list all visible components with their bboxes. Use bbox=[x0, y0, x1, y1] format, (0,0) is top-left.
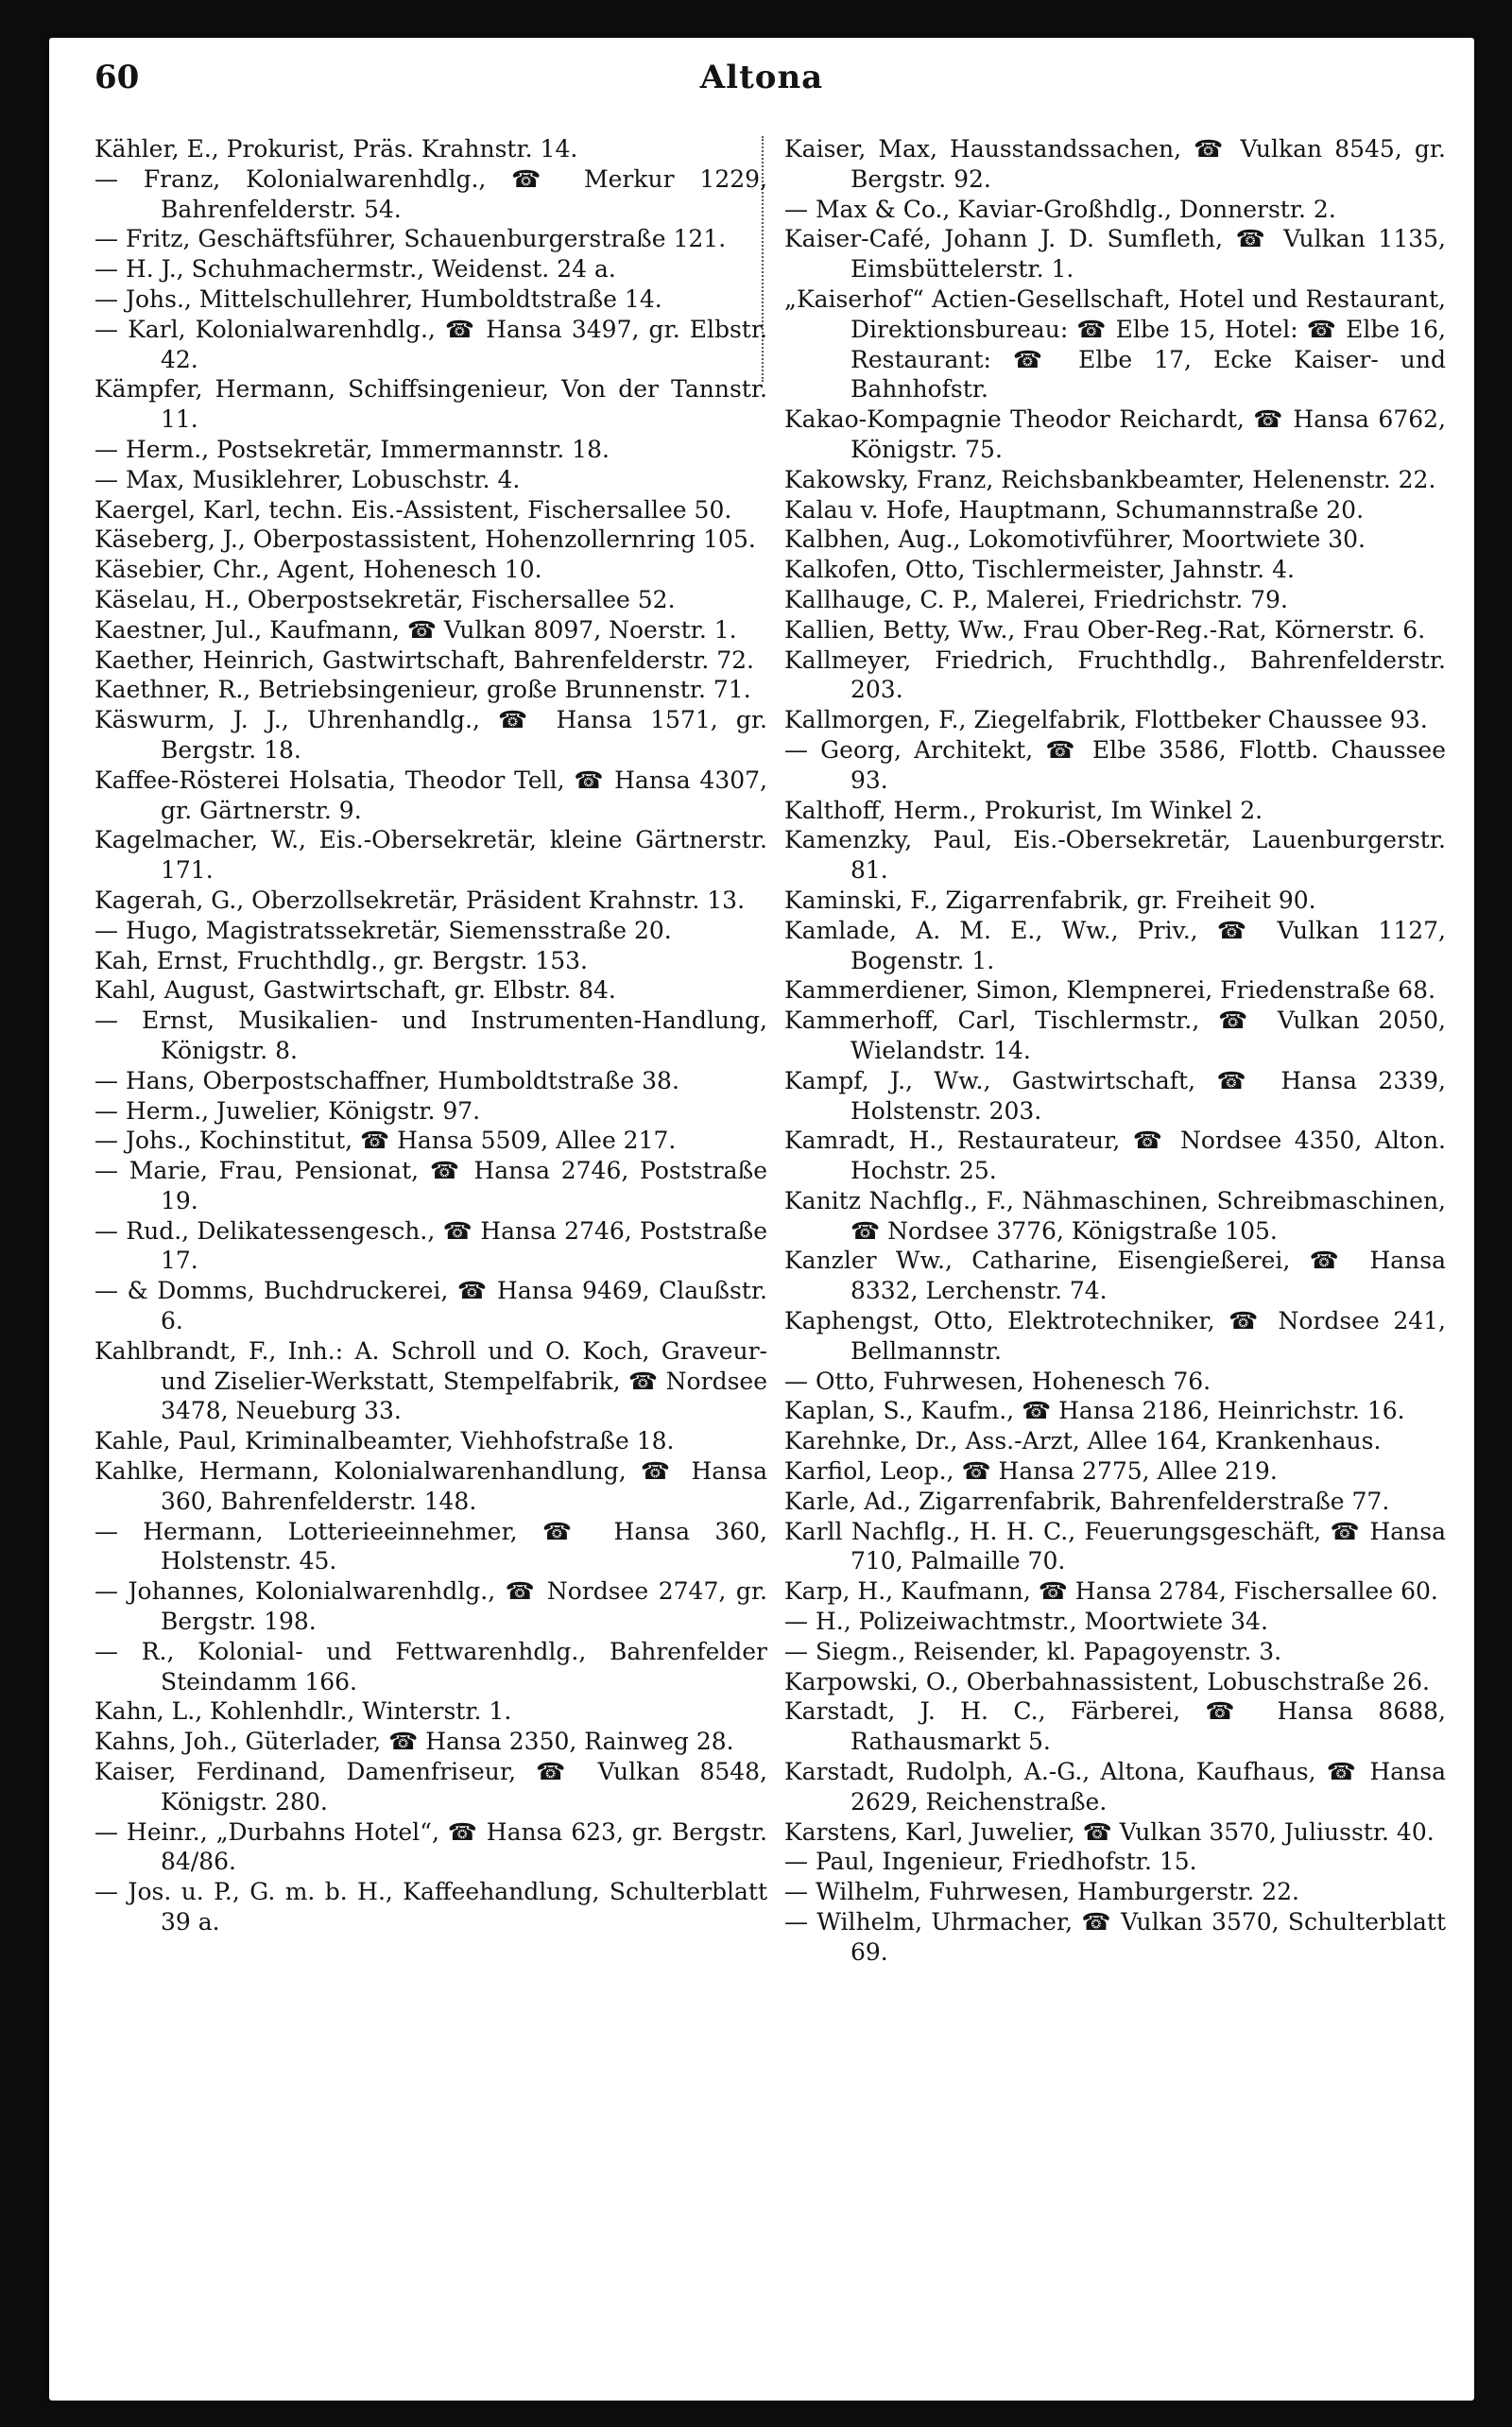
directory-entry: Kalau v. Hofe, Hauptmann, Schumannstraße 20. bbox=[784, 495, 1365, 524]
directory-entry: — Hugo, Magistratssekretär, Siemensstraße 20. bbox=[94, 916, 672, 944]
directory-entry: Kaiser, Max, Hausstandssachen, ☎ Vulkan 8545, gr. Bergstr. 92. bbox=[784, 135, 1446, 193]
directory-entry: Kaiser-Café, Johann J. D. Sumfleth, ☎ Vulkan 1135, Eimsbüttelerstr. 1. bbox=[784, 225, 1446, 284]
directory-entry: Käselau, H., Oberpostsekretär, Fischersallee 52. bbox=[94, 585, 676, 613]
directory-entry: — Jos. u. P., G. m. b. H., Kaffeehandlung, Schulterblatt 39 a. bbox=[94, 1878, 767, 1936]
directory-entry: Karfiol, Leop., ☎ Hansa 2775, Allee 219. bbox=[784, 1457, 1278, 1486]
directory-entry: Kagerah, G., Oberzollsekretär, Präsident Krahnstr. 13. bbox=[94, 886, 746, 914]
directory-entry: — Herm., Postsekretär, Immermannstr. 18. bbox=[94, 435, 610, 463]
directory-entry: Kaestner, Jul., Kaufmann, ☎ Vulkan 8097, Noerstr. 1. bbox=[94, 615, 737, 644]
directory-entry: — Georg, Architekt, ☎ Elbe 3586, Flottb. Chaussee 93. bbox=[784, 735, 1446, 794]
directory-entry: Kalkofen, Otto, Tischlermeister, Jahnstr. 4. bbox=[784, 556, 1295, 584]
directory-entry: Kamlade, A. M. E., Ww., Priv., ☎ Vulkan 1127, Bogenstr. 1. bbox=[784, 916, 1446, 974]
directory-entry: Kamradt, H., Restaurateur, ☎ Nordsee 4350, Alton. Hochstr. 25. bbox=[784, 1127, 1446, 1185]
directory-entry: Karstadt, Rudolph, A.-G., Altona, Kaufhaus, ☎ Hansa 2629, Reichenstraße. bbox=[784, 1758, 1446, 1816]
directory-entry: Käsebier, Chr., Agent, Hohenesch 10. bbox=[94, 556, 542, 584]
directory-entry: — Karl, Kolonialwarenhdlg., ☎ Hansa 3497, gr. Elbstr. 42. bbox=[94, 315, 767, 373]
left-column bbox=[94, 134, 767, 1937]
directory-entry: Karll Nachflg., H. H. C., Feuerungsgeschäft, ☎ Hansa 710, Palmaille 70. bbox=[784, 1517, 1446, 1575]
directory-entry: Kamenzky, Paul, Eis.-Obersekretär, Lauenburgerstr. 81. bbox=[784, 826, 1446, 885]
directory-entry: — Marie, Frau, Pensionat, ☎ Hansa 2746, Poststraße 19. bbox=[94, 1157, 767, 1214]
directory-page bbox=[49, 38, 1474, 2401]
directory-entry: Kalthoff, Herm., Prokurist, Im Winkel 2. bbox=[784, 796, 1263, 824]
directory-entry: Kahn, L., Kohlenhdlr., Winterstr. 1. bbox=[94, 1697, 512, 1726]
directory-entry: Kahl, August, Gastwirtschaft, gr. Elbstr. 84. bbox=[94, 976, 616, 1005]
directory-entry: — Johs., Mittelschullehrer, Humboldtstraße 14. bbox=[94, 284, 662, 313]
directory-entry: — Johs., Kochinstitut, ☎ Hansa 5509, Allee 217. bbox=[94, 1127, 677, 1155]
directory-entry: — Herm., Juwelier, Königstr. 97. bbox=[94, 1096, 481, 1125]
directory-entry: Kalbhen, Aug., Lokomotivführer, Moortwiete 30. bbox=[784, 525, 1366, 554]
town-heading: Altona bbox=[699, 59, 824, 96]
right-column bbox=[784, 134, 1446, 1968]
directory-entry: Karp, H., Kaufmann, ☎ Hansa 2784, Fischersallee 60. bbox=[784, 1577, 1438, 1606]
directory-entry: Kanzler Ww., Catharine, Eisengießerei, ☎ Hansa 8332, Lerchenstr. 74. bbox=[784, 1247, 1446, 1305]
directory-entry: Kagelmacher, W., Eis.-Obersekretär, kleine Gärtnerstr. 171. bbox=[94, 826, 767, 885]
page-number: 60 bbox=[94, 59, 140, 96]
directory-entry: Kaiser, Ferdinand, Damenfriseur, ☎ Vulkan 8548, Königstr. 280. bbox=[94, 1758, 767, 1816]
directory-entry: — Ernst, Musikalien- und Instrumenten-Handlung, Königstr. 8. bbox=[94, 1007, 767, 1064]
directory-entry: — R., Kolonial- und Fettwarenhdlg., Bahrenfelder Steindamm 166. bbox=[94, 1637, 767, 1695]
directory-entry: Karstadt, J. H. C., Färberei, ☎ Hansa 8688, Rathausmarkt 5. bbox=[784, 1697, 1446, 1756]
directory-entry: — H., Polizeiwachtmstr., Moortwiete 34. bbox=[784, 1608, 1268, 1636]
directory-entry: — Hermann, Lotterieeinnehmer, ☎ Hansa 360, Holstenstr. 45. bbox=[94, 1517, 767, 1575]
directory-entry: — H. J., Schuhmachermstr., Weidenst. 24 a. bbox=[94, 255, 616, 284]
directory-entry: — Hans, Oberpostschaffner, Humboldtstraße 38. bbox=[94, 1066, 679, 1094]
directory-entry: — Rud., Delikatessengesch., ☎ Hansa 2746, Poststraße 17. bbox=[94, 1216, 767, 1275]
directory-entry: Kah, Ernst, Fruchthdlg., gr. Bergstr. 153. bbox=[94, 946, 588, 974]
directory-entry: Kaergel, Karl, techn. Eis.-Assistent, Fischersallee 50. bbox=[94, 495, 732, 524]
directory-entry: Kahns, Joh., Güterlader, ☎ Hansa 2350, Rainweg 28. bbox=[94, 1728, 734, 1756]
directory-entry: — Fritz, Geschäftsführer, Schauenburgerstraße 121. bbox=[94, 225, 727, 253]
directory-entry: Kähler, E., Prokurist, Präs. Krahnstr. 14. bbox=[94, 135, 578, 163]
directory-entry: Kallmeyer, Friedrich, Fruchthdlg., Bahrenfelderstr. 203. bbox=[784, 645, 1446, 704]
directory-entry: — Paul, Ingenieur, Friedhofstr. 15. bbox=[784, 1848, 1197, 1876]
directory-entry: Karle, Ad., Zigarrenfabrik, Bahrenfelderstraße 77. bbox=[784, 1487, 1390, 1515]
directory-entry: Käseberg, J., Oberpostassistent, Hohenzollernring 105. bbox=[94, 525, 756, 554]
page-header bbox=[49, 55, 1474, 112]
directory-entry: Kämpfer, Hermann, Schiffsingenieur, Von der Tannstr. 11. bbox=[94, 375, 767, 434]
directory-entry: Kaether, Heinrich, Gastwirtschaft, Bahrenfelderstr. 72. bbox=[94, 645, 754, 674]
directory-entry: Kaethner, R., Betriebsingenieur, große Brunnenstr. 71. bbox=[94, 676, 751, 704]
directory-entry: Karehnke, Dr., Ass.-Arzt, Allee 164, Krankenhaus. bbox=[784, 1427, 1382, 1455]
directory-entry: Kaminski, F., Zigarrenfabrik, gr. Freiheit 90. bbox=[784, 886, 1316, 914]
directory-entry: Kampf, J., Ww., Gastwirtschaft, ☎ Hansa 2339, Holstenstr. 203. bbox=[784, 1066, 1446, 1125]
directory-entry: Käswurm, J. J., Uhrenhandlg., ☎ Hansa 1571, gr. Bergstr. 18. bbox=[94, 706, 767, 764]
directory-entry: Kaplan, S., Kaufm., ☎ Hansa 2186, Heinrichstr. 16. bbox=[784, 1397, 1405, 1425]
directory-entry: — Franz, Kolonialwarenhdlg., ☎ Merkur 1229, Bahrenfelderstr. 54. bbox=[94, 164, 767, 223]
directory-entry: — Wilhelm, Uhrmacher, ☎ Vulkan 3570, Schulterblatt 69. bbox=[784, 1908, 1446, 1966]
directory-entry: Kammerhoff, Carl, Tischlermstr., ☎ Vulkan 2050, Wielandstr. 14. bbox=[784, 1007, 1446, 1064]
directory-entry: — Johannes, Kolonialwarenhdlg., ☎ Nordsee 2747, gr. Bergstr. 198. bbox=[94, 1577, 767, 1636]
directory-entry: Kahle, Paul, Kriminalbeamter, Viehhofstraße 18. bbox=[94, 1427, 675, 1455]
directory-entry: Kanitz Nachflg., F., Nähmaschinen, Schreibmaschinen, ☎ Nordsee 3776, Königstraße 105. bbox=[784, 1186, 1446, 1245]
directory-entry: — & Domms, Buchdruckerei, ☎ Hansa 9469, Claußstr. 6. bbox=[94, 1277, 767, 1335]
directory-entry: Kakowsky, Franz, Reichsbankbeamter, Helenenstr. 22. bbox=[784, 465, 1436, 493]
directory-entry: Kallhauge, C. P., Malerei, Friedrichstr. 79. bbox=[784, 585, 1288, 613]
directory-entry: Kaffee-Rösterei Holsatia, Theodor Tell, ☎ Hansa 4307, gr. Gärtnerstr. 9. bbox=[94, 766, 767, 824]
directory-entry: — Max & Co., Kaviar-Großhdlg., Donnerstr. 2. bbox=[784, 195, 1336, 223]
directory-entry: — Wilhelm, Fuhrwesen, Hamburgerstr. 22. bbox=[784, 1878, 1299, 1906]
directory-entry: Kallmorgen, F., Ziegelfabrik, Flottbeker Chaussee 93. bbox=[784, 706, 1428, 734]
directory-entry: Kallien, Betty, Ww., Frau Ober-Reg.-Rat, Körnerstr. 6. bbox=[784, 615, 1426, 644]
directory-entry: Kaphengst, Otto, Elektrotechniker, ☎ Nordsee 241, Bellmannstr. bbox=[784, 1307, 1446, 1365]
directory-entry: — Otto, Fuhrwesen, Hohenesch 76. bbox=[784, 1367, 1211, 1395]
directory-entry: „Kaiserhof“ Actien-Gesellschaft, Hotel und Restaurant, Direktionsbureau: ☎ Elbe 15, Hotel: ☎ Elbe 16, Restaurant: ☎ Elbe 17, Ecke Kaiser- und Bahnhofstr. bbox=[784, 284, 1446, 404]
directory-entry: Kakao-Kompagnie Theodor Reichardt, ☎ Hansa 6762, Königstr. 75. bbox=[784, 405, 1446, 463]
directory-entry: Karpowski, O., Oberbahnassistent, Lobuschstraße 26. bbox=[784, 1667, 1430, 1695]
directory-entry: Karstens, Karl, Juwelier, ☎ Vulkan 3570, Juliusstr. 40. bbox=[784, 1817, 1435, 1846]
directory-entry: — Max, Musiklehrer, Lobuschstr. 4. bbox=[94, 465, 521, 493]
directory-entry: — Siegm., Reisender, kl. Papagoyenstr. 3. bbox=[784, 1637, 1282, 1665]
directory-entry: Kammerdiener, Simon, Klempnerei, Friedenstraße 68. bbox=[784, 976, 1436, 1005]
directory-entry: Kahlbrandt, F., Inh.: A. Schroll und O. Koch, Graveur- und Ziselier-Werkstatt, Stempelfabrik, ☎ Nordsee 3478, Neueburg 33. bbox=[94, 1336, 767, 1425]
directory-entry: Kahlke, Hermann, Kolonialwarenhandlung, ☎ Hansa 360, Bahrenfelderstr. 148. bbox=[94, 1457, 767, 1515]
directory-entry: — Heinr., „Durbahns Hotel“, ☎ Hansa 623, gr. Bergstr. 84/86. bbox=[94, 1817, 767, 1876]
